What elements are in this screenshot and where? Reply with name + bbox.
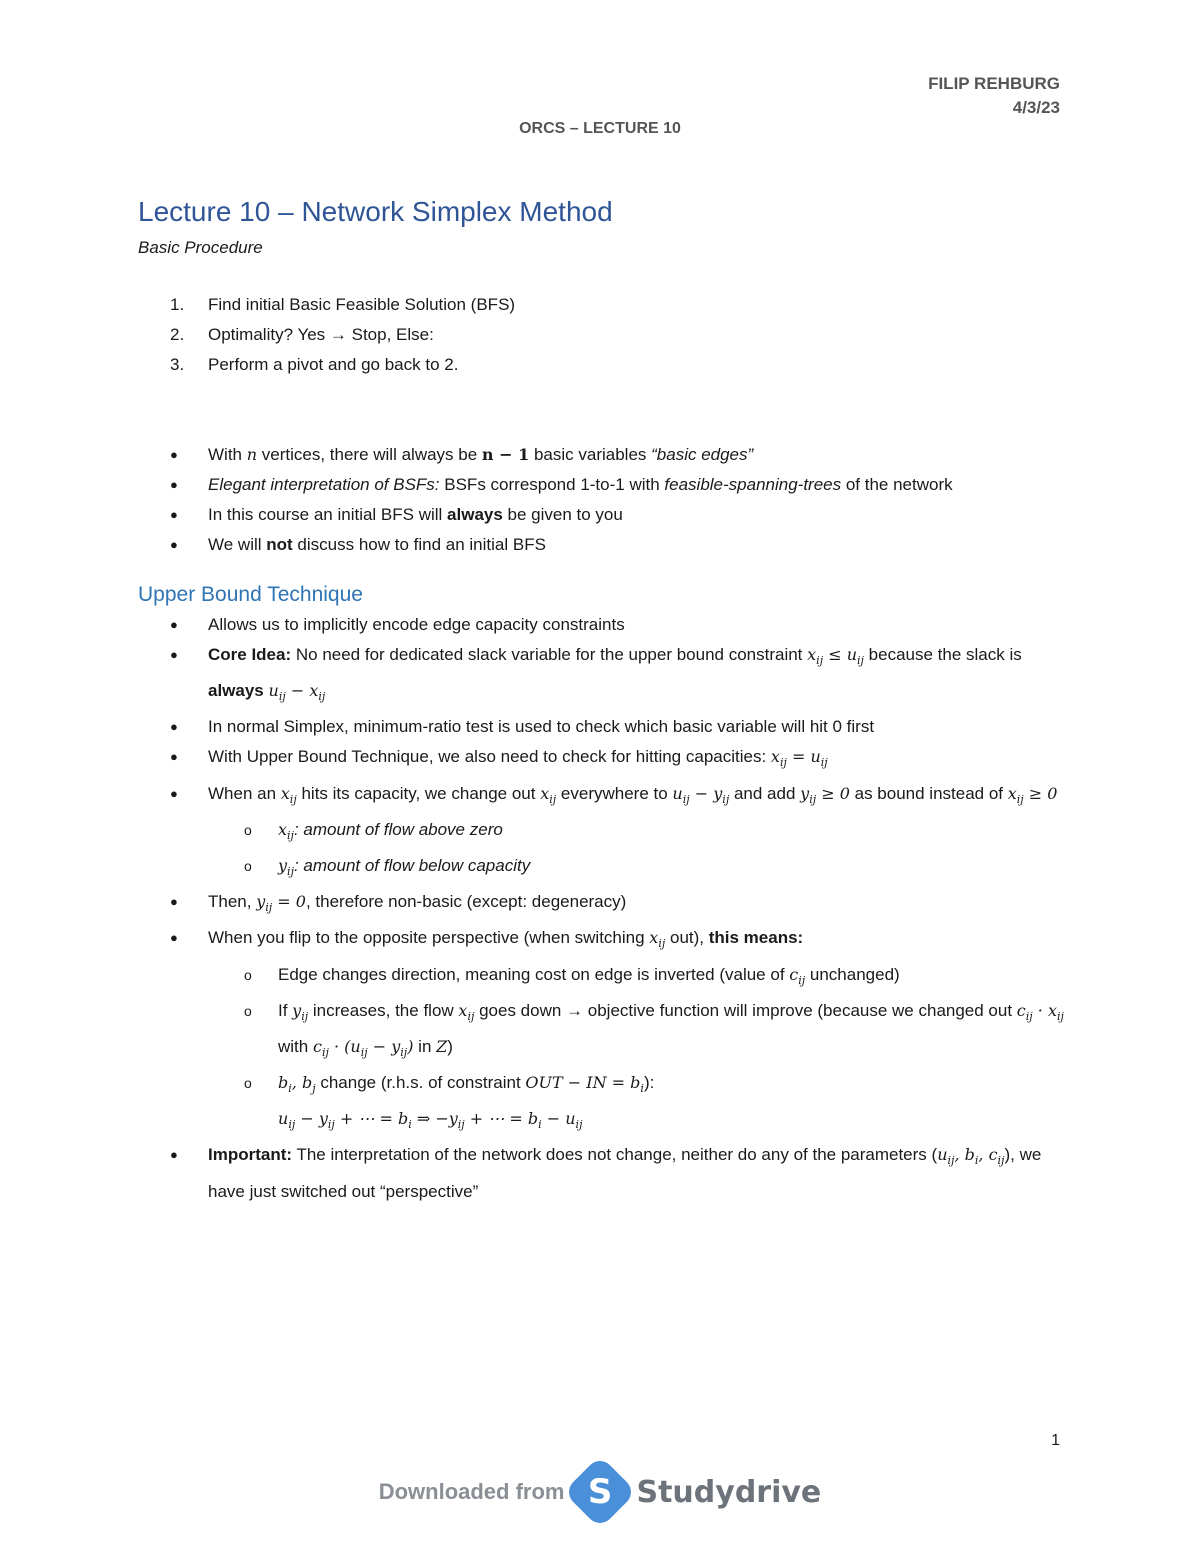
list-item: ● Elegant interpretation of BSFs: BSFs correspond 1-to-1 with feasible-spanning-trees of the network [138, 470, 1068, 500]
bullet-icon: ● [170, 719, 178, 735]
list-item: ● In normal Simplex, minimum-ratio test is used to check which basic variable will hit 0 first [138, 712, 1068, 742]
bullet-list [138, 610, 1068, 1207]
list-item: o Edge changes direction, meaning cost on edge is inverted (value of $c_{ij}$ unchanged) [138, 960, 1068, 996]
section-heading: Upper Bound Technique [138, 583, 363, 606]
bullet-icon: ● [170, 477, 178, 492]
list-number: 3. [170, 355, 185, 374]
bullet-icon: ● [170, 749, 178, 765]
section-subtitle: Basic Procedure [138, 238, 263, 257]
sub-bullet-icon: o [244, 1075, 252, 1092]
bullet-list [138, 440, 1068, 560]
page-number: 1 [1051, 1432, 1060, 1449]
list-item: ● With Upper Bound Technique, we also need to check for hitting capacities: $x_{ij} = u_{ij}$ [138, 742, 1068, 778]
bullet-icon: ● [170, 894, 178, 910]
watermark-prefix: Downloaded from [378, 1479, 565, 1504]
list-item: ● With n vertices, there will always be n − 1 basic variables “basic edges” [138, 440, 1068, 470]
list-item: ● In this course an initial BFS will always be given to you [138, 500, 1068, 530]
document-body [138, 192, 1068, 1207]
author-name: FILIP REHBURG [928, 74, 1060, 93]
list-item: ● Allows us to implicitly encode edge capacity constraints [138, 610, 1068, 640]
list-item: o If $y_{ij}$ increases, the flow $x_{ij}$ goes down → objective function will improve (because we changed out $c_{ij} \cdot x_{ij}$ with $c_{ij} \cdot (u_{ij} - y_{ij})$ in Z) [138, 996, 1068, 1068]
list-number: 2. [170, 325, 185, 344]
bullet-icon: ● [170, 447, 178, 462]
list-item: ● When you flip to the opposite perspective (when switching $x_{ij}$ out), this means: [138, 923, 1068, 959]
sub-bullet-icon: o [244, 857, 252, 874]
sub-bullet-icon: o [244, 1002, 252, 1019]
bullet-icon: ● [170, 785, 178, 801]
studydrive-logo-icon: S [564, 1455, 638, 1529]
watermark-brand: Studydrive [636, 1474, 822, 1510]
bullet-icon: ● [170, 537, 178, 552]
sub-bullet-icon: o [244, 821, 252, 838]
page-header-right [928, 72, 1060, 120]
list-item: o $y_{ij}$: amount of flow below capacity [138, 851, 1068, 887]
bullet-icon: ● [170, 617, 178, 632]
list-item: o $x_{ij}$: amount of flow above zero [138, 815, 1068, 851]
page-title: Lecture 10 – Network Simplex Method [138, 196, 613, 227]
list-item: ● Then, $y_{ij} = 0$, therefore non-basic (except: degeneracy) [138, 887, 1068, 923]
list-number: 1. [170, 295, 185, 314]
list-item: ● Core Idea: No need for dedicated slack variable for the upper bound constraint $x_{ij} \le u_{ij}$ because the slack is always $u_{ij} - x_{ij}$ [138, 640, 1068, 712]
bullet-icon: ● [170, 1147, 178, 1163]
list-item: 2. Optimality? Yes → Stop, Else: [138, 320, 1068, 350]
list-item: ● We will not discuss how to find an initial BFS [138, 530, 1068, 560]
sub-bullet-icon: o [244, 966, 252, 983]
bullet-icon: ● [170, 507, 178, 522]
list-item: o $b_i$, $b_j$ change (r.h.s. of constraint OUT − IN = $b_i$): $u_{ij} - y_{ij}$ + ⋯ = $b_i$ ⇒ $-y_{ij}$ + ⋯ = $b_i - u_{ij}$ [138, 1068, 1068, 1140]
download-watermark [0, 1462, 1200, 1522]
bullet-icon: ● [170, 930, 178, 946]
course-header: ORCS – LECTURE 10 [519, 120, 681, 137]
list-item: 3. Perform a pivot and go back to 2. [138, 350, 1068, 380]
list-item: ● When an $x_{ij}$ hits its capacity, we change out $x_{ij}$ everywhere to $u_{ij} - y_{ij}$ and add $y_{ij} \ge 0$ as bound instead of $x_{ij} \ge 0$ [138, 779, 1068, 815]
procedure-list [138, 290, 1068, 380]
document-date: 4/3/23 [1012, 98, 1060, 117]
list-item: 1. Find initial Basic Feasible Solution (BFS) [138, 290, 1068, 320]
bullet-icon: ● [170, 647, 178, 662]
list-item: ● Important: The interpretation of the network does not change, neither do any of the parameters ($u_{ij}$, $b_i$, $c_{ij}$), we have just switched out “perspective” [138, 1140, 1068, 1206]
